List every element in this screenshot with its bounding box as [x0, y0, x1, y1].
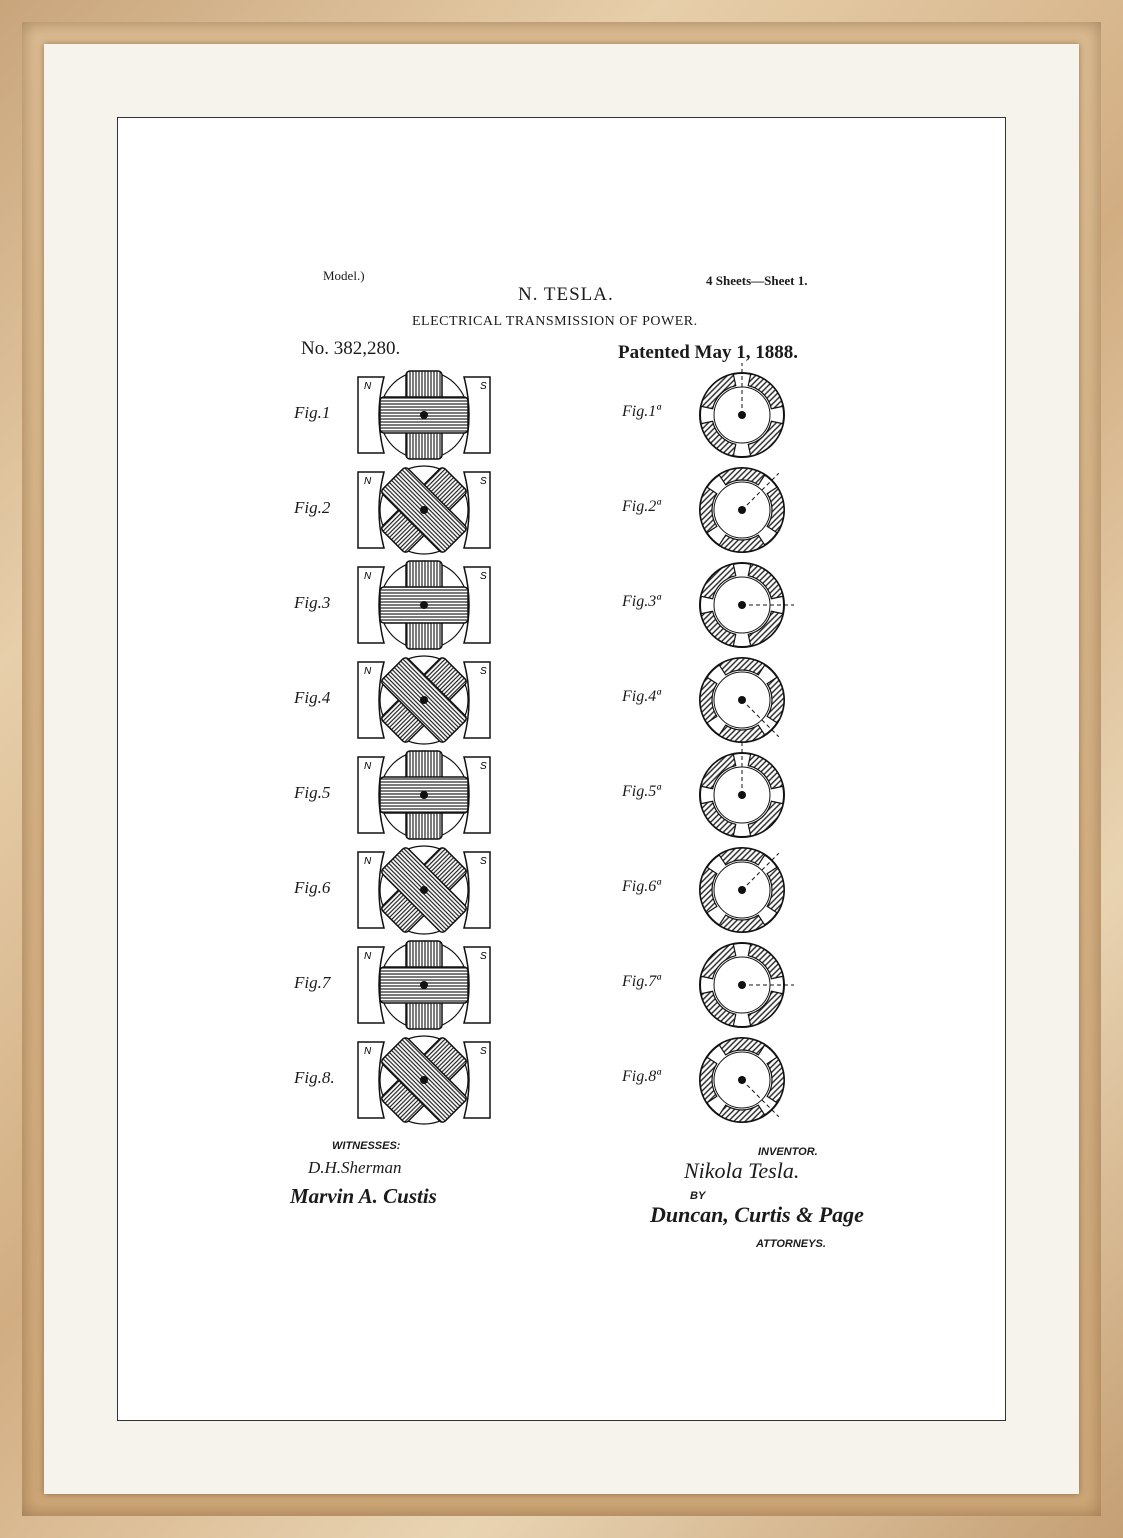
inventor-signature: Nikola Tesla.: [684, 1158, 800, 1183]
shaft: [420, 981, 428, 989]
shaft: [420, 601, 428, 609]
north-label: N: [364, 1046, 372, 1057]
patent-number: No. 382,280.: [301, 338, 401, 359]
figure-label-right: Fig.3ª: [622, 593, 661, 610]
armature-figure: [358, 1018, 490, 1142]
ring-figure: [700, 848, 784, 932]
north-label: N: [364, 571, 372, 582]
shaft: [420, 506, 428, 514]
model-note: Model.): [323, 268, 365, 283]
shaft: [420, 886, 428, 894]
ring-figure: [700, 363, 784, 457]
south-label: S: [480, 1046, 487, 1057]
south-label: S: [480, 476, 487, 487]
ring-figure: [700, 563, 794, 647]
figure-label-right: Fig.2ª: [622, 498, 661, 515]
figure-label-right: Fig.1ª: [622, 403, 661, 420]
figure-label-left: Fig.3: [294, 593, 331, 612]
shaft: [420, 791, 428, 799]
figure-label-left: Fig.8.: [294, 1068, 335, 1087]
ring-figure: [700, 468, 784, 552]
inventor-heading: N. TESLA.: [518, 284, 614, 305]
armature-figure: [358, 371, 490, 459]
patent-sheet: [117, 117, 1006, 1421]
figure-label-left: Fig.4: [294, 688, 331, 707]
south-label: S: [480, 571, 487, 582]
south-label: S: [480, 761, 487, 772]
armature-figure: [358, 561, 490, 649]
patent-title: ELECTRICAL TRANSMISSION OF POWER.: [412, 314, 698, 329]
witness-signature-2: Marvin A. Custis: [290, 1184, 437, 1208]
figure-label-right: Fig.8ª: [622, 1068, 661, 1085]
figure-label-left: Fig.7: [294, 973, 331, 992]
ring-figure: [700, 743, 784, 837]
figure-label-left: Fig.1: [294, 403, 331, 422]
south-label: S: [480, 856, 487, 867]
shaft: [420, 411, 428, 419]
north-label: N: [364, 666, 372, 677]
figure-label-right: Fig.5ª: [622, 783, 661, 800]
south-label: S: [480, 381, 487, 392]
patent-date: Patented May 1, 1888.: [618, 342, 798, 363]
south-label: S: [480, 666, 487, 677]
north-label: N: [364, 761, 372, 772]
inventor-label: INVENTOR.: [758, 1146, 818, 1158]
north-label: N: [364, 856, 372, 867]
figure-label-left: Fig.6: [294, 878, 331, 897]
by-label: BY: [690, 1190, 706, 1202]
shaft: [420, 1076, 428, 1084]
ring-figure: [700, 943, 794, 1027]
armature-figure: [358, 448, 490, 572]
north-label: N: [364, 476, 372, 487]
armature-figure: [358, 638, 490, 762]
witness-signature-1: D.H.Sherman: [308, 1158, 402, 1177]
armature-figure: [358, 828, 490, 952]
attorneys-signature: Duncan, Curtis & Page: [650, 1202, 864, 1227]
witnesses-label: WITNESSES:: [332, 1140, 401, 1152]
figure-label-right: Fig.6ª: [622, 878, 661, 895]
figure-label-left: Fig.2: [294, 498, 331, 517]
figure-label-left: Fig.5: [294, 783, 331, 802]
north-label: N: [364, 381, 372, 392]
ring-figure: [700, 1038, 784, 1122]
ring-figure: [700, 658, 784, 742]
attorneys-label: ATTORNEYS.: [756, 1238, 826, 1250]
north-label: N: [364, 951, 372, 962]
armature-figure: [358, 751, 490, 839]
figure-label-right: Fig.4ª: [622, 688, 661, 705]
armature-figure: [358, 941, 490, 1029]
south-label: S: [480, 951, 487, 962]
sheet-count: 4 Sheets—Sheet 1.: [706, 273, 808, 288]
shaft: [420, 696, 428, 704]
figure-label-right: Fig.7ª: [622, 973, 661, 990]
